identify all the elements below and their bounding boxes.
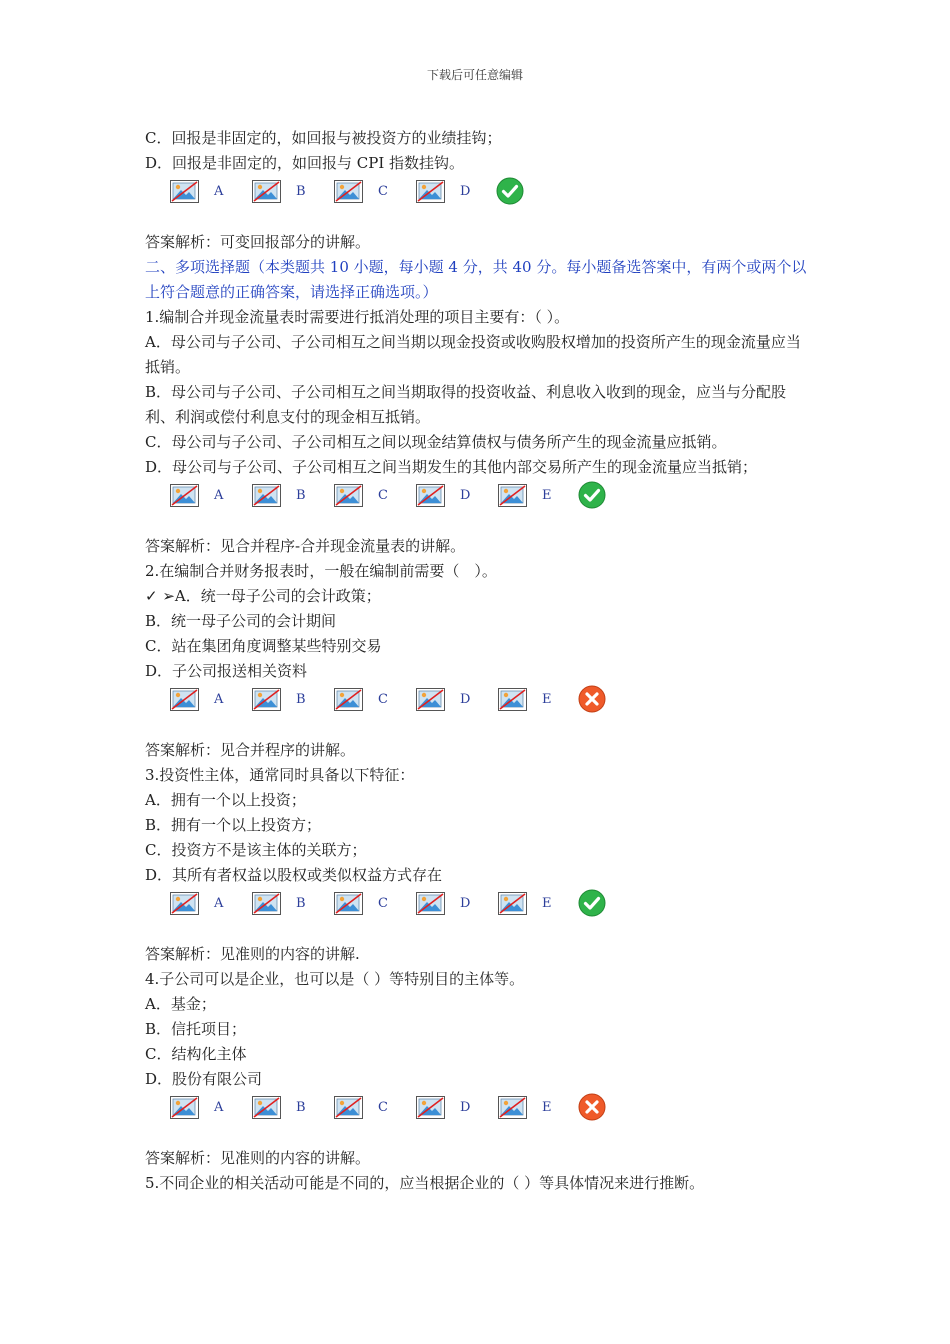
answer-option-label: E bbox=[542, 691, 552, 707]
broken-image-icon bbox=[252, 484, 281, 507]
answer-option-label: C bbox=[378, 1099, 388, 1115]
q3-option-b: B．拥有一个以上投资方； bbox=[145, 816, 322, 834]
answer-option-label: B bbox=[296, 183, 306, 199]
broken-image-icon bbox=[498, 688, 527, 711]
answer-option-label: A bbox=[214, 691, 224, 707]
answer-option-label: E bbox=[542, 487, 552, 503]
q1-answer-row bbox=[170, 480, 810, 510]
answer-option-e[interactable] bbox=[498, 891, 550, 916]
q1-option-d: D．母公司与子公司、子公司相互之间当期发生的其他内部交易所产生的现金流量应当抵销； bbox=[145, 458, 758, 476]
answer-option-label: A bbox=[214, 487, 224, 503]
answer-option-label: E bbox=[542, 895, 552, 911]
q2-stem: 2.在编制合并财务报表时，一般在编制前需要（ ）。 bbox=[145, 562, 497, 580]
q4-option-a: A．基金； bbox=[145, 995, 216, 1013]
q0-option-c: C．回报是非固定的，如回报与被投资方的业绩挂钩； bbox=[145, 129, 502, 147]
q0-answer-row bbox=[170, 176, 810, 206]
q2-option-b: B．统一母子公司的会计期间 bbox=[145, 612, 337, 630]
answer-option-label: B bbox=[296, 895, 306, 911]
broken-image-icon bbox=[252, 892, 281, 915]
broken-image-icon bbox=[334, 688, 363, 711]
answer-option-label: D bbox=[460, 895, 471, 911]
broken-image-icon bbox=[334, 1096, 363, 1119]
answer-option-d[interactable] bbox=[416, 179, 471, 204]
answer-option-c[interactable] bbox=[334, 891, 386, 916]
q0-option-d: D．回报是非固定的，如回报与 CPI 指数挂钩。 bbox=[145, 154, 465, 172]
q4-answer-row bbox=[170, 1092, 810, 1122]
broken-image-icon bbox=[252, 688, 281, 711]
q4-analysis: 答案解析：见准则的内容的讲解。 bbox=[145, 1149, 371, 1167]
answer-option-a[interactable] bbox=[170, 687, 222, 712]
answer-option-b[interactable] bbox=[252, 687, 304, 712]
answer-option-label: E bbox=[542, 1099, 552, 1115]
broken-image-icon bbox=[416, 688, 445, 711]
check-circle-icon bbox=[496, 177, 524, 205]
broken-image-icon bbox=[170, 892, 199, 915]
broken-image-icon bbox=[416, 180, 445, 203]
check-circle-icon bbox=[578, 481, 606, 509]
q2-analysis: 答案解析：见合并程序的讲解。 bbox=[145, 741, 356, 759]
broken-image-icon bbox=[416, 1096, 445, 1119]
answer-option-d[interactable] bbox=[416, 687, 471, 712]
q4-option-c: C．结构化主体 bbox=[145, 1045, 247, 1063]
q1-stem: 1.编制合并现金流量表时需要进行抵消处理的项目主要有：（ ）。 bbox=[145, 308, 570, 326]
q0-analysis: 答案解析：可变回报部分的讲解。 bbox=[145, 233, 371, 251]
q3-answer-row bbox=[170, 888, 810, 918]
broken-image-icon bbox=[334, 180, 363, 203]
check-circle-icon bbox=[578, 889, 606, 917]
q1-option-a: A．母公司与子公司、子公司相互之间当期以现金投资或收购股权增加的投资所产生的现金流量应当抵销。 bbox=[145, 333, 801, 376]
answer-option-label: D bbox=[460, 487, 471, 503]
q4-option-b: B．信托项目； bbox=[145, 1020, 247, 1038]
q5-stem: 5.不同企业的相关活动可能是不同的，应当根据企业的（ ）等具体情况来进行推断。 bbox=[145, 1174, 705, 1192]
answer-option-e[interactable] bbox=[498, 483, 550, 508]
answer-option-b[interactable] bbox=[252, 1095, 304, 1120]
broken-image-icon bbox=[252, 1096, 281, 1119]
q2-option-a: ✓ ➢A．统一母子公司的会计政策； bbox=[145, 587, 381, 605]
x-circle-icon bbox=[578, 685, 606, 713]
answer-option-a[interactable] bbox=[170, 483, 222, 508]
answer-option-c[interactable] bbox=[334, 179, 386, 204]
answer-option-e[interactable] bbox=[498, 687, 550, 712]
page-header: 下载后可任意编辑 bbox=[426, 68, 523, 82]
broken-image-icon bbox=[170, 688, 199, 711]
broken-image-icon bbox=[416, 484, 445, 507]
q1-option-b: B．母公司与子公司、子公司相互之间当期取得的投资收益、利息收入收到的现金，应当与分配股利、利润或偿付利息支付的现金相互抵销。 bbox=[145, 383, 787, 426]
broken-image-icon bbox=[334, 892, 363, 915]
q1-option-c: C．母公司与子公司、子公司相互之间以现金结算债权与债务所产生的现金流量应抵销。 bbox=[145, 433, 727, 451]
q3-option-a: A．拥有一个以上投资； bbox=[145, 791, 306, 809]
q4-stem: 4.子公司可以是企业，也可以是（ ）等特别目的主体等。 bbox=[145, 970, 525, 988]
answer-option-a[interactable] bbox=[170, 891, 222, 916]
answer-option-e[interactable] bbox=[498, 1095, 550, 1120]
q3-option-d: D．其所有者权益以股权或类似权益方式存在 bbox=[145, 866, 443, 884]
answer-option-d[interactable] bbox=[416, 1095, 471, 1120]
broken-image-icon bbox=[252, 180, 281, 203]
q3-option-c: C．投资方不是该主体的关联方； bbox=[145, 841, 367, 859]
broken-image-icon bbox=[170, 484, 199, 507]
document-body bbox=[145, 126, 810, 1196]
broken-image-icon bbox=[334, 484, 363, 507]
broken-image-icon bbox=[498, 1096, 527, 1119]
answer-option-b[interactable] bbox=[252, 483, 304, 508]
answer-option-label: D bbox=[460, 1099, 471, 1115]
answer-option-a[interactable] bbox=[170, 1095, 222, 1120]
answer-option-b[interactable] bbox=[252, 179, 304, 204]
answer-option-label: B bbox=[296, 487, 306, 503]
answer-option-label: C bbox=[378, 895, 388, 911]
answer-option-label: D bbox=[460, 183, 471, 199]
q3-analysis: 答案解析：见准则的内容的讲解. bbox=[145, 945, 360, 963]
q2-answer-row bbox=[170, 684, 810, 714]
answer-option-a[interactable] bbox=[170, 179, 222, 204]
q3-stem: 3.投资性主体，通常同时具备以下特征： bbox=[145, 766, 415, 784]
q2-option-c: C．站在集团角度调整某些特别交易 bbox=[145, 637, 382, 655]
q1-analysis: 答案解析：见合并程序-合并现金流量表的讲解。 bbox=[145, 537, 466, 555]
answer-option-label: A bbox=[214, 183, 224, 199]
answer-option-label: C bbox=[378, 487, 388, 503]
answer-option-c[interactable] bbox=[334, 483, 386, 508]
q4-option-d: D．股份有限公司 bbox=[145, 1070, 263, 1088]
answer-option-c[interactable] bbox=[334, 1095, 386, 1120]
broken-image-icon bbox=[170, 1096, 199, 1119]
broken-image-icon bbox=[170, 180, 199, 203]
broken-image-icon bbox=[498, 484, 527, 507]
answer-option-label: B bbox=[296, 691, 306, 707]
x-circle-icon bbox=[578, 1093, 606, 1121]
answer-option-label: A bbox=[214, 895, 224, 911]
section-heading: 二、多项选择题（本类题共 10 小题，每小题 4 分，共 40 分。每小题备选答案中，有两个或两个以上符合题意的正确答案，请选择正确选项。） bbox=[145, 258, 807, 301]
answer-option-label: B bbox=[296, 1099, 306, 1115]
answer-option-d[interactable] bbox=[416, 891, 471, 916]
broken-image-icon bbox=[498, 892, 527, 915]
broken-image-icon bbox=[416, 892, 445, 915]
answer-option-label: A bbox=[214, 1099, 224, 1115]
answer-option-c[interactable] bbox=[334, 687, 386, 712]
answer-option-label: D bbox=[460, 691, 471, 707]
answer-option-label: C bbox=[378, 183, 388, 199]
answer-option-b[interactable] bbox=[252, 891, 304, 916]
answer-option-d[interactable] bbox=[416, 483, 471, 508]
answer-option-label: C bbox=[378, 691, 388, 707]
q2-option-d: D．子公司报送相关资料 bbox=[145, 662, 308, 680]
